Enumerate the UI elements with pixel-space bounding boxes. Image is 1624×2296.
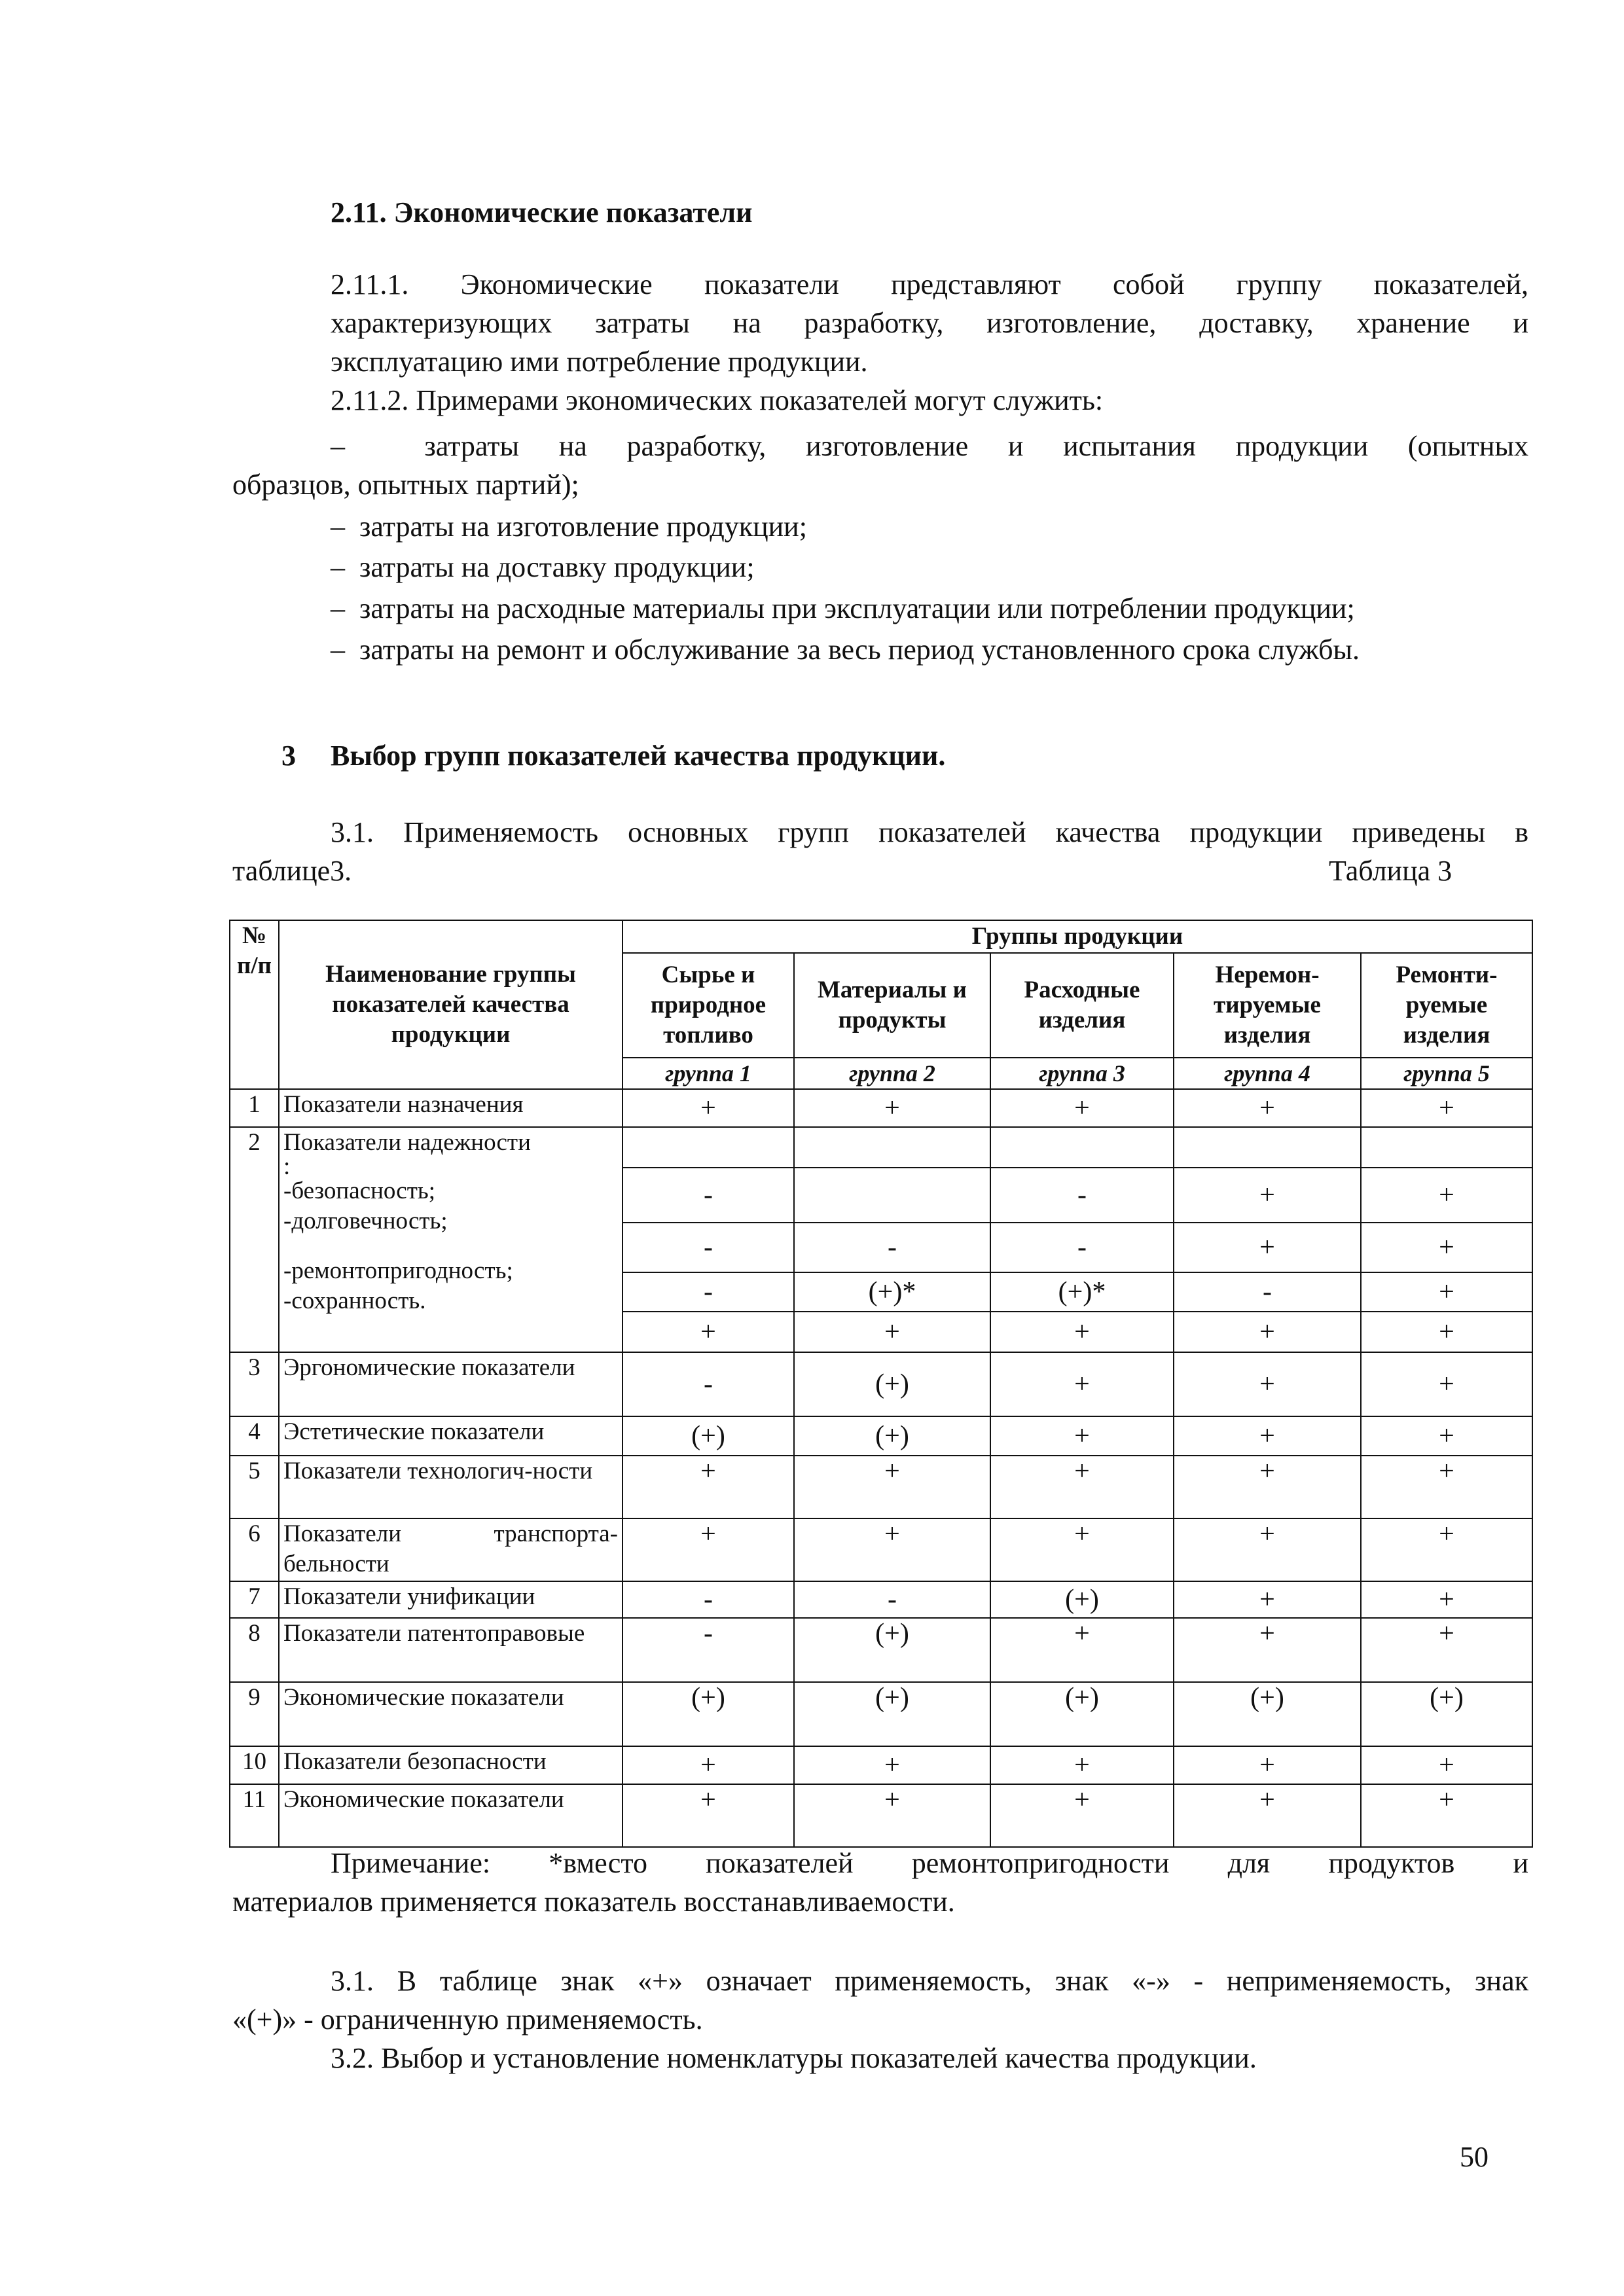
- header-product-groups: Группы продукции: [623, 920, 1532, 953]
- table-row: [230, 1416, 1532, 1456]
- cell-mark: (+)*: [794, 1272, 990, 1312]
- header-indicator-name: Наименование группы показателей качества продукции: [279, 920, 623, 1089]
- para-2-11-1-line1: 2.11.1. Экономические показатели представляют собой группу показателей,: [331, 268, 1528, 300]
- cell-mark: (+): [623, 1682, 794, 1746]
- table-row: [230, 1746, 1532, 1784]
- cell-mark: +: [1174, 1518, 1361, 1581]
- cell-mark: (+): [794, 1682, 990, 1746]
- cell-mark: +: [990, 1618, 1174, 1682]
- para-2-11-2: 2.11.2. Примерами экономических показателей могут служить:: [331, 384, 1104, 416]
- row-name: Показатели безопасности: [279, 1746, 623, 1784]
- bullet-2: – затраты на изготовление продукции;: [331, 509, 807, 545]
- cell-mark: +: [1361, 1746, 1532, 1784]
- cell-mark: (+): [794, 1618, 990, 1682]
- cell-mark: -: [990, 1223, 1174, 1272]
- row-number: 1: [230, 1089, 279, 1127]
- cell-mark: -: [623, 1168, 794, 1223]
- table-row: [230, 1127, 1532, 1168]
- row-number: 10: [230, 1746, 279, 1784]
- cell-mark: [794, 1168, 990, 1223]
- para-3-1b-line1: 3.1. В таблице знак «+» означает применяемость, знак «-» - неприменяемость, знак: [331, 1965, 1528, 1997]
- cell-mark: -: [990, 1168, 1174, 1223]
- cell-mark: +: [1361, 1272, 1532, 1312]
- row-number: 5: [230, 1456, 279, 1518]
- row-number: 9: [230, 1682, 279, 1746]
- row-name: Показатели транспорта-бельности: [279, 1518, 623, 1581]
- cell-mark: +: [794, 1089, 990, 1127]
- cell-mark: -: [794, 1581, 990, 1618]
- cell-mark: -: [623, 1618, 794, 1682]
- row-name: Экономические показатели: [279, 1682, 623, 1746]
- cell-mark: -: [623, 1223, 794, 1272]
- cell-mark: +: [1174, 1223, 1361, 1272]
- table-row: [230, 1618, 1532, 1682]
- section-3-number: 3: [281, 740, 296, 772]
- cell-mark: +: [990, 1416, 1174, 1456]
- cell-mark: +: [990, 1312, 1174, 1352]
- table-row: [230, 1784, 1532, 1847]
- cell-mark: +: [1174, 1312, 1361, 1352]
- cell-mark: +: [794, 1312, 990, 1352]
- table-row: [230, 1518, 1532, 1581]
- cell-mark: +: [623, 1312, 794, 1352]
- para-3-1-line2: таблице3.: [232, 855, 352, 887]
- header-col-4: Неремон-тируемые изделия: [1174, 953, 1361, 1058]
- cell-mark: +: [1361, 1223, 1532, 1272]
- header-number: № п/п: [230, 920, 279, 1089]
- note-line2: материалов применяется показатель восстанавливаемости.: [232, 1886, 955, 1918]
- cell-mark: +: [1361, 1456, 1532, 1518]
- row-number: 3: [230, 1352, 279, 1416]
- row-number: 7: [230, 1581, 279, 1618]
- group-label-1: группа 1: [623, 1058, 794, 1089]
- row-name-reliability: [279, 1127, 623, 1352]
- cell-mark: +: [1361, 1518, 1532, 1581]
- cell-mark: (+): [990, 1581, 1174, 1618]
- cell-mark: +: [1174, 1581, 1361, 1618]
- cell-mark: +: [1174, 1746, 1361, 1784]
- cell-mark: -: [623, 1272, 794, 1312]
- group-label-3: группа 3: [990, 1058, 1174, 1089]
- cell-mark: -: [1174, 1272, 1361, 1312]
- row-number: 2: [230, 1127, 279, 1352]
- cell-mark: +: [1361, 1352, 1532, 1416]
- reliability-colon: :: [283, 1153, 291, 1180]
- reliability-sub-safety: -безопасность;: [283, 1177, 436, 1204]
- cell-mark: +: [1361, 1581, 1532, 1618]
- row-name: Эргономические показатели: [279, 1352, 623, 1416]
- cell-mark: +: [623, 1089, 794, 1127]
- row-name: Показатели патентоправовые: [279, 1618, 623, 1682]
- row-number: 11: [230, 1784, 279, 1847]
- note-line1: Примечание: *вместо показателей ремонтопригодности для продуктов и: [331, 1847, 1528, 1879]
- cell-mark: +: [623, 1746, 794, 1784]
- cell-mark: +: [623, 1456, 794, 1518]
- table-row: [230, 1089, 1532, 1127]
- group-label-2: группа 2: [794, 1058, 990, 1089]
- cell-mark: +: [1174, 1416, 1361, 1456]
- cell-mark: +: [623, 1784, 794, 1847]
- cell-mark: +: [1361, 1416, 1532, 1456]
- section-2-11-heading: 2.11. Экономические показатели: [331, 196, 753, 228]
- cell-mark: (+): [990, 1682, 1174, 1746]
- para-3-2: 3.2. Выбор и установление номенклатуры показателей качества продукции.: [331, 2042, 1257, 2074]
- cell-mark: +: [794, 1518, 990, 1581]
- table-row: [230, 1581, 1532, 1618]
- cell-mark: +: [794, 1746, 990, 1784]
- para-3-1b-line2: «(+)» - ограниченную применяемость.: [232, 2003, 703, 2036]
- cell-mark: -: [623, 1581, 794, 1618]
- quality-indicators-table: [229, 920, 1533, 1848]
- bullet-5: – затраты на ремонт и обслуживание за весь период установленного срока службы.: [331, 632, 1360, 668]
- cell-mark: -: [794, 1223, 990, 1272]
- cell-mark: +: [990, 1352, 1174, 1416]
- reliability-title: Показатели надежности: [283, 1129, 531, 1156]
- header-col-1: Сырье и природное топливо: [623, 953, 794, 1058]
- cell-mark: +: [1174, 1618, 1361, 1682]
- para-2-11-1-line2: характеризующих затраты на разработку, изготовление, доставку, хранение и: [331, 307, 1528, 339]
- reliability-sub-repairability: -ремонтопригодность;: [283, 1257, 513, 1284]
- cell-mark: (+): [794, 1352, 990, 1416]
- cell-mark: +: [1174, 1352, 1361, 1416]
- cell-mark: +: [794, 1456, 990, 1518]
- cell-mark: +: [990, 1784, 1174, 1847]
- cell-mark: (+): [1361, 1682, 1532, 1746]
- section-3-heading: Выбор групп показателей качества продукции.: [331, 740, 946, 772]
- row-number: 8: [230, 1618, 279, 1682]
- cell-mark: +: [1361, 1312, 1532, 1352]
- row-number: 4: [230, 1416, 279, 1456]
- table-row: [230, 1682, 1532, 1746]
- header-col-2: Материалы и продукты: [794, 953, 990, 1058]
- row-number: 6: [230, 1518, 279, 1581]
- cell-mark: (+): [623, 1416, 794, 1456]
- row-name: Показатели назначения: [279, 1089, 623, 1127]
- row-name: Экономические показатели: [279, 1784, 623, 1847]
- cell-mark: +: [1174, 1784, 1361, 1847]
- cell-mark: (+): [794, 1416, 990, 1456]
- cell-mark: +: [990, 1518, 1174, 1581]
- group-label-5: группа 5: [1361, 1058, 1532, 1089]
- header-col-5: Ремонти-руемые изделия: [1361, 953, 1532, 1058]
- cell-mark: +: [1361, 1168, 1532, 1223]
- cell-mark: +: [623, 1518, 794, 1581]
- cell-mark: +: [1174, 1168, 1361, 1223]
- bullet-1-line2: образцов, опытных партий);: [232, 469, 579, 501]
- bullet-1-line1: – затраты на разработку, изготовление и испытания продукции (опытных: [331, 429, 1528, 464]
- bullet-3: – затраты на доставку продукции;: [331, 550, 755, 585]
- para-3-1-line1: 3.1. Применяемость основных групп показателей качества продукции приведены в: [331, 816, 1528, 848]
- cell-mark: +: [1361, 1089, 1532, 1127]
- table-row: [230, 1352, 1532, 1416]
- reliability-sub-durability: -долговечность;: [283, 1208, 448, 1234]
- table-row: [230, 1456, 1532, 1518]
- cell-mark: +: [1174, 1456, 1361, 1518]
- group-label-4: группа 4: [1174, 1058, 1361, 1089]
- cell-mark: (+)*: [990, 1272, 1174, 1312]
- reliability-sub-storage: -сохранность.: [283, 1287, 426, 1314]
- cell-mark: +: [1361, 1618, 1532, 1682]
- row-name: Эстетические показатели: [279, 1416, 623, 1456]
- cell-mark: +: [1174, 1089, 1361, 1127]
- cell-mark: +: [990, 1089, 1174, 1127]
- cell-mark: +: [794, 1784, 990, 1847]
- para-2-11-1-line3: эксплуатацию ими потребление продукции.: [331, 346, 868, 378]
- cell-mark: +: [990, 1456, 1174, 1518]
- cell-mark: +: [1361, 1784, 1532, 1847]
- table-caption: Таблица 3: [1329, 855, 1453, 887]
- cell-mark: (+): [1174, 1682, 1361, 1746]
- row-name: Показатели унификации: [279, 1581, 623, 1618]
- cell-mark: -: [623, 1352, 794, 1416]
- cell-mark: +: [990, 1746, 1174, 1784]
- header-col-3: Расходные изделия: [990, 953, 1174, 1058]
- bullet-4: – затраты на расходные материалы при эксплуатации или потреблении продукции;: [331, 591, 1355, 626]
- page-number: 50: [1460, 2141, 1489, 2173]
- row-name: Показатели технологич-ности: [279, 1456, 623, 1518]
